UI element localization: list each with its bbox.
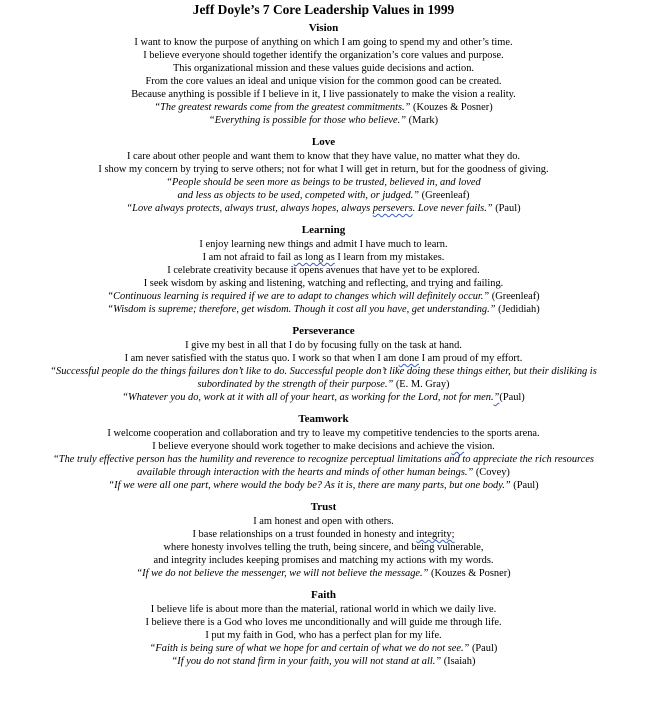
value-statement: I seek wisdom by asking and listening, watching and reflecting, and trying and failing. — [143, 278, 504, 289]
quote-source: (Mark) — [406, 115, 439, 126]
value-statement: I celebrate creativity because it opens avenues that have yet to be explored. — [167, 265, 480, 276]
statement-text: I am not afraid to fail — [202, 252, 294, 263]
quote-text: “The greatest rewards come from the greatest commitments.” — [154, 102, 411, 113]
quote-line — [0, 378, 647, 391]
value-statement: I care about other people and want them to know that they have value, no matter what they do. — [127, 151, 520, 162]
quote-text: “If we do not believe the messenger, we will not believe the message.” — [136, 568, 429, 579]
value-statement: I want to know the purpose of anything on which I am going to spend my and other’s time. — [134, 37, 513, 48]
quote-text: “Faith is being sure of what we hope for and certain of what we do not see.” — [149, 643, 470, 654]
statement-text: I am proud of my effort. — [418, 353, 523, 364]
section-heading: Faith — [310, 589, 337, 601]
value-statement — [0, 528, 647, 541]
quote-text: subordinated by the strength of their purpose.” — [197, 379, 394, 390]
value-statement — [0, 352, 647, 365]
quote-line — [0, 101, 647, 114]
quote-line — [0, 202, 647, 215]
value-statement: From the core values an ideal and unique vision for the common good can be created. — [145, 76, 502, 87]
quote-text: and less as objects to be used, competed with, or judged.” — [177, 190, 420, 201]
value-statement: I enjoy learning new things and admit I have much to learn. — [199, 239, 448, 250]
quote-source: (Isaiah) — [441, 656, 476, 667]
quote-line — [0, 655, 647, 668]
document-title: Jeff Doyle’s 7 Core Leadership Values in 1999 — [192, 2, 455, 17]
quote-source: (Greenleaf) — [419, 190, 470, 201]
quote-text: “The truly effective person has the humility and reverence to recognize perceptual limitations and to appreciate the rich resources — [53, 454, 594, 465]
quote-text: “If you do not stand firm in your faith, you will not stand at all.” — [171, 656, 442, 667]
quote-source: (Greenleaf) — [489, 291, 540, 302]
value-statement: and integrity includes keeping promises and matching my actions with my words. — [153, 555, 494, 566]
quote-line — [0, 391, 647, 404]
section-trust — [0, 501, 647, 580]
grammar-flagged-phrase[interactable]: as long as — [293, 252, 335, 263]
quote-line — [0, 303, 647, 316]
grammar-flagged-word[interactable]: the — [451, 441, 465, 452]
value-statement: where honesty involves telling the truth, being sincere, and being vulnerable, — [163, 542, 484, 553]
quote-source: (Paul) — [510, 480, 539, 491]
grammar-flagged-mark[interactable]: ” — [493, 392, 500, 403]
statement-text: vision. — [464, 441, 495, 452]
value-statement: I put my faith in God, who has a perfect plan for my life. — [205, 630, 442, 641]
value-statement: I show my concern by trying to serve others; not for what I will get in return, but for the goodness of giving. — [98, 164, 549, 175]
quote-source: (Paul) — [492, 203, 521, 214]
quote-text: “Whatever you do, work at it with all of your heart, as working for the Lord, not for men. — [122, 392, 494, 403]
quote-source: (E. M. Gray) — [393, 379, 450, 390]
statement-text: I believe everyone should work together to make decisions and achieve — [152, 441, 452, 452]
spellcheck-flagged-word[interactable]: persevers — [372, 203, 413, 214]
section-heading: Learning — [301, 224, 346, 236]
quote-line — [0, 290, 647, 303]
section-learning — [0, 224, 647, 316]
quote-source: (Covey) — [473, 467, 510, 478]
quote-line — [0, 479, 647, 492]
quote-source: (Kouzes & Posner) — [410, 102, 493, 113]
section-heading: Vision — [308, 22, 339, 34]
quote-line — [0, 567, 647, 580]
section-heading: Teamwork — [298, 413, 349, 425]
value-statement: I believe there is a God who loves me unconditionally and will guide me through life. — [145, 617, 502, 628]
quote-line — [0, 642, 647, 655]
quote-text: “Wisdom is supreme; therefore, get wisdom. Though it cost all you have, get understanding.” — [107, 304, 496, 315]
quote-line — [0, 466, 647, 479]
value-statement: I am honest and open with others. — [253, 516, 394, 527]
quote-line — [0, 189, 647, 202]
value-statement — [0, 440, 647, 453]
statement-text: I base relationships on a trust founded in honesty and — [192, 529, 417, 540]
statement-text: I am never satisfied with the status quo. I work so that when I am — [124, 353, 399, 364]
quote-text: “People should be seen more as beings to be trusted, believed in, and loved — [166, 177, 481, 188]
quote-text: “Everything is possible for those who believe.” — [208, 115, 407, 126]
quote-text: “If we were all one part, where would the body be? As it is, there are many parts, but one body.” — [108, 480, 511, 491]
quote-text: “Love always protects, always trust, always hopes, always — [126, 203, 373, 214]
value-statement: I believe everyone should together identify the organization’s core values and purpose. — [143, 50, 504, 61]
value-statement: I welcome cooperation and collaboration and try to leave my competitive tendencies to the sports arena. — [107, 428, 540, 439]
grammar-flagged-word[interactable]: integrity; — [416, 529, 455, 540]
value-statement: I believe life is about more than the material, rational world in which we daily live. — [150, 604, 497, 615]
section-heading: Perseverance — [292, 325, 355, 337]
value-statement: I give my best in all that I do by focusing fully on the task at hand. — [185, 340, 462, 351]
quote-source: (Paul) — [499, 392, 525, 403]
section-love — [0, 136, 647, 215]
quote-source: (Jedidiah) — [495, 304, 540, 315]
quote-source: (Kouzes & Posner) — [428, 568, 511, 579]
section-perseverance — [0, 325, 647, 404]
quote-text: “Continuous learning is required if we are to adapt to changes which will definitely occur.” — [107, 291, 490, 302]
section-faith — [0, 589, 647, 668]
statement-text: I learn from my mistakes. — [334, 252, 445, 263]
grammar-flagged-word[interactable]: done — [398, 353, 419, 364]
section-vision — [0, 22, 647, 127]
section-heading: Love — [311, 136, 336, 148]
quote-text: available through interaction with the hearts and minds of other human beings.” — [137, 467, 474, 478]
quote-text: . Love never fails.” — [412, 203, 493, 214]
quote-line — [0, 114, 647, 127]
value-statement: Because anything is possible if I believe in it, I live passionately to make the vision a reality. — [131, 89, 516, 100]
value-statement — [0, 251, 647, 264]
section-teamwork — [0, 413, 647, 492]
value-statement: This organizational mission and these values guide decisions and action. — [172, 63, 475, 74]
quote-text: “Successful people do the things failures don’t like to do. Successful people don’t like doing these things either, but their disliking is — [50, 366, 597, 377]
quote-source: (Paul) — [469, 643, 498, 654]
section-heading: Trust — [310, 501, 337, 513]
